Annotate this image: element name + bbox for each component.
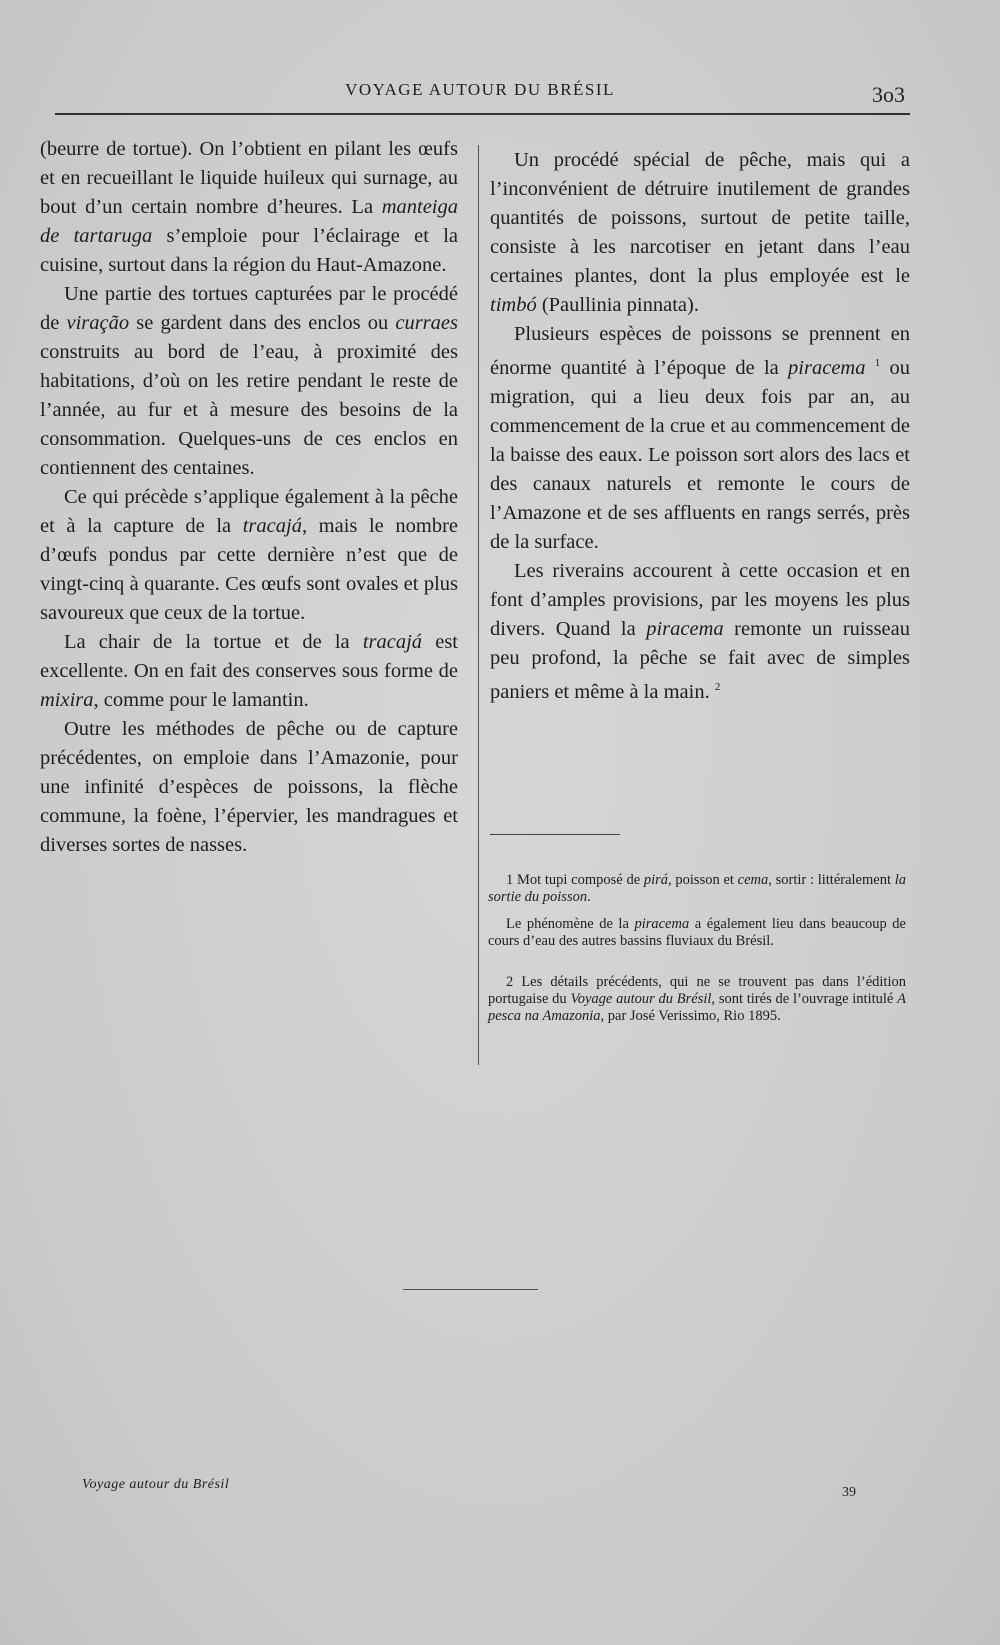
text: s’emploie pour l’éclairage et la cuisine, surtout dans la région du Haut-Amazone. (40, 225, 458, 276)
text: 2 Les détails précédents, qui ne se trouvent pas dans l’édition portugaise du (488, 974, 906, 1007)
italic-term: viração (66, 312, 130, 334)
page-number: 3o3 (872, 82, 905, 107)
ornament-rule (403, 1289, 538, 1290)
running-title: VOYAGE AUTOUR DU BRÉSIL (345, 80, 615, 99)
text: Les riverains accourent à cette occasion et en font d’amples provisions, par les moyens les plus divers. Quand la (490, 559, 910, 640)
text: , mais le nombre d’œufs pondus par cette dernière n’est que de vingt-cinq à quarante. Ces œufs sont ovales et plus savoureux que ceux de la tortue. (40, 515, 458, 624)
text: ou migration, qui a lieu deux fois par an, au commencement de la crue et au commencement de la baisse des eaux. Le poisson sort alors des lacs et des canaux naturels et remonte le cours de l’Amazone et de ses affluents en rangs serrés, près de la surface. (490, 356, 911, 553)
footnote-rule (490, 834, 620, 835)
paragraph (490, 146, 910, 320)
signature-number: 39 (842, 1485, 856, 1500)
footnote-2 (488, 974, 906, 1025)
column-divider (478, 145, 479, 1065)
text: La chair de la tortue et de la (64, 631, 363, 653)
left-column (40, 135, 458, 860)
paragraph (40, 483, 458, 628)
italic-term: A pesca na Amazonia (488, 991, 906, 1024)
text: (Paullinia pinnata). (536, 294, 699, 316)
text: 1 Mot tupi composé de (506, 872, 644, 888)
footnote-1 (488, 872, 906, 906)
footnote-1-continued (488, 916, 906, 950)
text: . (587, 889, 591, 905)
paragraph (40, 135, 458, 280)
paragraph (490, 557, 910, 707)
italic-term: tracajá (362, 631, 423, 653)
italic-term: timbó (490, 294, 537, 316)
italic-term: mixira (40, 689, 94, 711)
italic-term: tracajá (242, 515, 302, 537)
italic-term: manteiga de tartaruga (40, 196, 458, 247)
header-rule (55, 113, 910, 115)
italic-term: piracema (788, 356, 866, 379)
paragraph (490, 320, 910, 557)
text: est excellente. On en fait des conserves sous forme de (40, 631, 458, 682)
text: Une partie des tortues capturées par le procédé de (40, 283, 458, 334)
paragraph (40, 280, 458, 483)
signature-mark: Voyage autour du Brésil (82, 1477, 230, 1492)
right-column (490, 146, 910, 707)
text: remonte un ruisseau peu profond, la pêche se fait avec de simples paniers et même à la main. (490, 617, 911, 703)
italic-term: cema (737, 872, 769, 888)
text: , sortir : littéralement (768, 872, 895, 888)
text: se gardent dans des enclos ou (129, 312, 396, 334)
italic-term: la sortie du poisson (488, 872, 906, 905)
text: Plusieurs espèces de poissons se prennent en énorme quantité à l’époque de la (490, 323, 910, 379)
text: construits au bord de l’eau, à proximité des habitations, d’où on les retire pendant le reste de l’année, au fur et à mesure des besoins de la consommation. Quelques-uns de ces enclos en contiennent des centaines. (40, 341, 458, 479)
text: , comme pour le lamantin. (93, 689, 309, 711)
text: , poisson et (668, 872, 738, 888)
text: Le phénomène de la (506, 916, 635, 932)
text: Ce qui précède s’applique également à la pêche et à la capture de la (40, 486, 458, 537)
footnote-ref: 2 (714, 680, 721, 693)
text: a également lieu dans beaucoup de cours d’eau des autres bassins fluviaux du Brésil. (488, 916, 906, 949)
italic-term: piracema (646, 617, 724, 640)
text: , par José Verissimo, Rio 1895. (600, 1008, 781, 1024)
italic-term: piracema (634, 916, 690, 932)
italic-term: pirá (643, 872, 669, 888)
italic-term: curraes (395, 312, 458, 334)
paragraph: Outre les méthodes de pêche ou de capture précédentes, on emploie dans l’Amazonie, pour une infinité d’espèces de poissons, la flèche commune, la foène, l’épervier, les mandragues et diverses sortes de nasses. (40, 718, 458, 856)
text: Un procédé spécial de pêche, mais qui a l’inconvénient de détruire inutilement de grandes quantités de poissons, surtout de petite taille, consiste à les narcotiser en jetant dans l’eau certaines plantes, dont la plus employée est le (490, 149, 910, 287)
paragraph (40, 628, 458, 715)
italic-term: Voyage autour du Brésil (570, 991, 712, 1007)
footnote-ref: 1 (874, 357, 881, 369)
footnotes (488, 872, 906, 1035)
text: (beurre de tortue). On l’obtient en pilant les œufs et en recueillant le liquide huileux qui surnage, au bout d’un certain nombre d’heures. La (40, 138, 458, 218)
text: , sont tirés de l’ouvrage intitulé (711, 991, 898, 1007)
